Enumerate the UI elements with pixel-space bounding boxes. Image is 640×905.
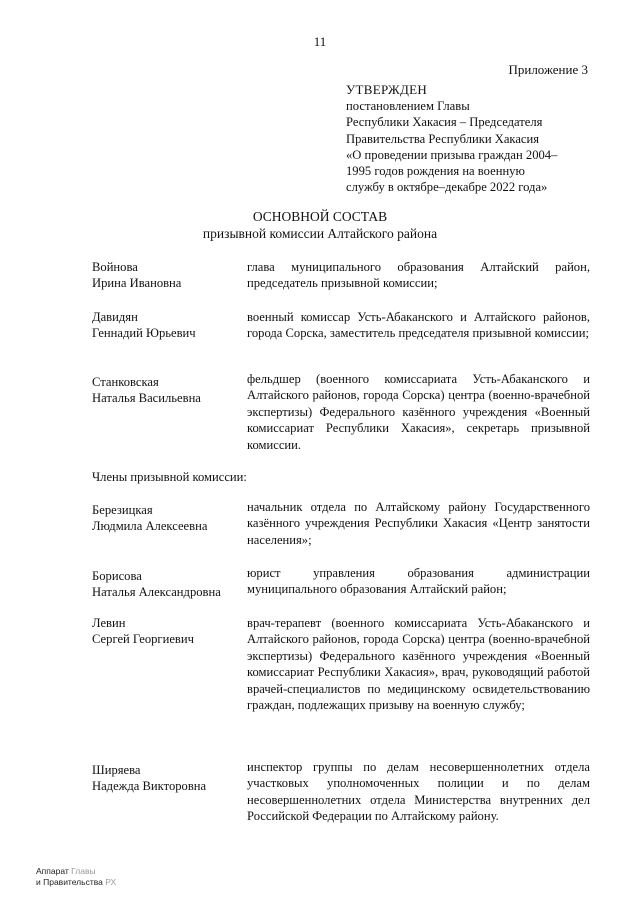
approval-line: постановлением Главы <box>346 99 470 114</box>
appendix-label: Приложение 3 <box>508 62 588 77</box>
person-surname: Станковская <box>92 375 159 389</box>
person-given-name: Надежда Викторовна <box>92 779 207 794</box>
person-surname: Березицкая <box>92 503 153 517</box>
person-role: военный комиссар Усть-Абаканского и Алтайского районов, города Сорска, заместитель председателя призывной комиссии; <box>247 310 590 341</box>
person-surname: Левин <box>92 616 126 630</box>
person-surname: Ширяева <box>92 763 141 777</box>
person-role: фельдшер (военного комиссариата Усть-Абаканского и Алтайского районов, города Сорска) центра (военно-врачебной экспертизы) Федерального казённого учреждения «Военный комиссариат Республики Хакасия», секретарь призывной комиссии. <box>247 372 590 452</box>
person-given-name: Наталья Александровна <box>92 585 221 600</box>
title-subtitle: призывной комиссии Алтайского района <box>202 226 438 241</box>
office-stamp <box>36 866 116 888</box>
stamp-text: Аппарат <box>36 866 69 876</box>
stamp-text-faded: РХ <box>105 877 117 887</box>
person-surname: Борисова <box>92 569 142 583</box>
stamp-text-faded: Главы <box>71 866 96 876</box>
approval-block <box>346 82 596 195</box>
person-role: начальник отдела по Алтайскому району Государственного казённого учреждения Республики Хакасия «Центр занятости населения»; <box>247 500 590 547</box>
approval-line: «О проведении призыва граждан 2004– <box>346 147 558 162</box>
person-name <box>92 502 242 535</box>
person-given-name: Ирина Ивановна <box>92 276 182 291</box>
document-title <box>0 208 640 242</box>
approval-line: Республики Хакасия – Председателя <box>346 115 543 130</box>
person-name <box>92 615 242 648</box>
person-surname: Войнова <box>92 260 138 274</box>
title-main: ОСНОВНОЙ СОСТАВ <box>252 209 388 224</box>
person-given-name: Наталья Васильевна <box>92 391 201 406</box>
stamp-text: и Правительства <box>36 877 103 887</box>
person-role: юрист управления образования администрации муниципального образования Алтайский район; <box>247 566 590 597</box>
person-name <box>92 374 242 407</box>
person-given-name: Геннадий Юрьевич <box>92 326 196 341</box>
approval-line: 1995 годов рождения на военную <box>346 164 525 179</box>
approval-line: Правительства Республики Хакасия <box>346 131 540 146</box>
person-name <box>92 259 242 292</box>
person-given-name: Людмила Алексеевна <box>92 519 208 534</box>
person-name <box>92 568 242 601</box>
person-given-name: Сергей Георгиевич <box>92 632 194 647</box>
approval-heading: УТВЕРЖДЕН <box>346 82 428 97</box>
person-role: глава муниципального образования Алтайский район, председатель призывной комиссии; <box>247 260 590 291</box>
person-role: инспектор группы по делам несовершеннолетних отдела участковых уполномоченных полиции и по делам несовершеннолетних отдела Министерства внутренних дел Российской Федерации по Алтайскому району. <box>247 760 590 824</box>
person-name <box>92 309 242 342</box>
page-number: 11 <box>313 34 327 49</box>
approval-line: службу в октябре–декабре 2022 года» <box>346 180 548 195</box>
person-surname: Давидян <box>92 310 138 324</box>
person-role: врач-терапевт (военного комиссариата Усть-Абаканского и Алтайского районов, города Сорска) центра (военно-врачебной экспертизы) Федерального казённого учреждения «Военный комиссариат Республики Хакасия», врач, руководящий работой врачей-специалистов по медицинскому освидетельствованию граждан, подлежащих призыву на военную службу; <box>247 616 590 713</box>
members-heading: Члены призывной комиссии: <box>92 470 247 484</box>
person-name <box>92 762 242 795</box>
